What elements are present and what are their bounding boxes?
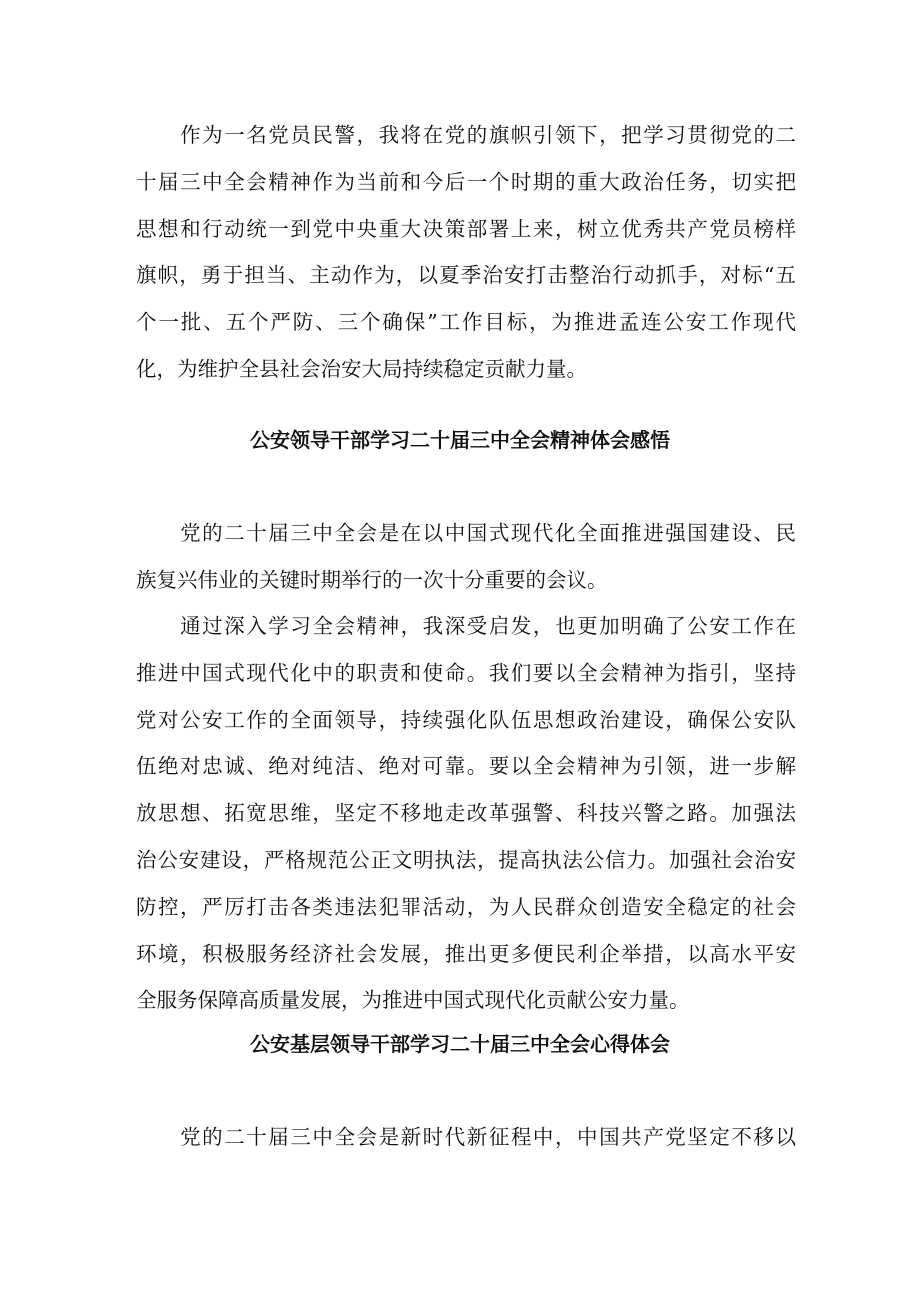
body-paragraph-2 (136, 510, 796, 604)
paragraph-line: 化，为维护全县社会治安大局持续稳定贡献力量。 (136, 356, 587, 381)
paragraph-line: 十届三中全会精神作为当前和今后一个时期的重大政治任务，切实把 (136, 169, 796, 194)
paragraph-line: 推进中国式现代化中的职责和使命。我们要以全会精神为指引，坚持 (136, 660, 796, 685)
paragraph-line: 族复兴伟业的关键时期举行的一次十分重要的会议。 (136, 567, 608, 592)
paragraph-line: 党的二十届三中全会是新时代新征程中，中国共产党坚定不移以 (136, 1125, 796, 1149)
paragraph-line: 伍绝对忠诚、绝对纯洁、绝对可靠。要以全会精神为引领，进一步解 (136, 754, 796, 779)
paragraph-line: 全服务保障高质量发展，为推进中国式现代化贡献公安力量。 (136, 988, 690, 1013)
paragraph-line: 环境，积极服务经济社会发展，推出更多便民利企举措，以高水平安 (136, 941, 796, 966)
body-paragraph-1 (136, 112, 796, 393)
section-heading-1: 公安领导干部学习二十届三中全会精神体会感悟 (250, 428, 670, 452)
paragraph-line: 防控，严厉打击各类违法犯罪活动，为人民群众创造安全稳定的社会 (136, 894, 796, 919)
section-heading-2: 公安基层领导干部学习二十届三中全会心得体会 (250, 1032, 670, 1056)
paragraph-line: 旗帜，勇于担当、主动作为，以夏季治安打击整治行动抓手，对标“五 (136, 263, 796, 288)
body-paragraph-4 (136, 1114, 796, 1161)
paragraph-line: 党的二十届三中全会是在以中国式现代化全面推进强国建设、民 (136, 521, 796, 545)
paragraph-line: 作为一名党员民警，我将在党的旗帜引领下，把学习贯彻党的二 (136, 123, 796, 147)
paragraph-line: 个一批、五个严防、三个确保”工作目标，为推进孟连公安工作现代 (136, 310, 796, 335)
paragraph-line: 通过深入学习全会精神，我深受启发，也更加明确了公安工作在 (136, 614, 796, 638)
paragraph-line: 思想和行动统一到党中央重大决策部署上来，树立优秀共产党员榜样 (136, 216, 796, 241)
body-paragraph-3 (136, 603, 796, 1024)
paragraph-line: 治公安建设，严格规范公正文明执法，提高执法公信力。加强社会治安 (136, 847, 796, 872)
paragraph-line: 放思想、拓宽思维，坚定不移地走改革强警、科技兴警之路。加强法 (136, 801, 796, 826)
paragraph-line: 党对公安工作的全面领导，持续强化队伍思想政治建设，确保公安队 (136, 707, 796, 732)
